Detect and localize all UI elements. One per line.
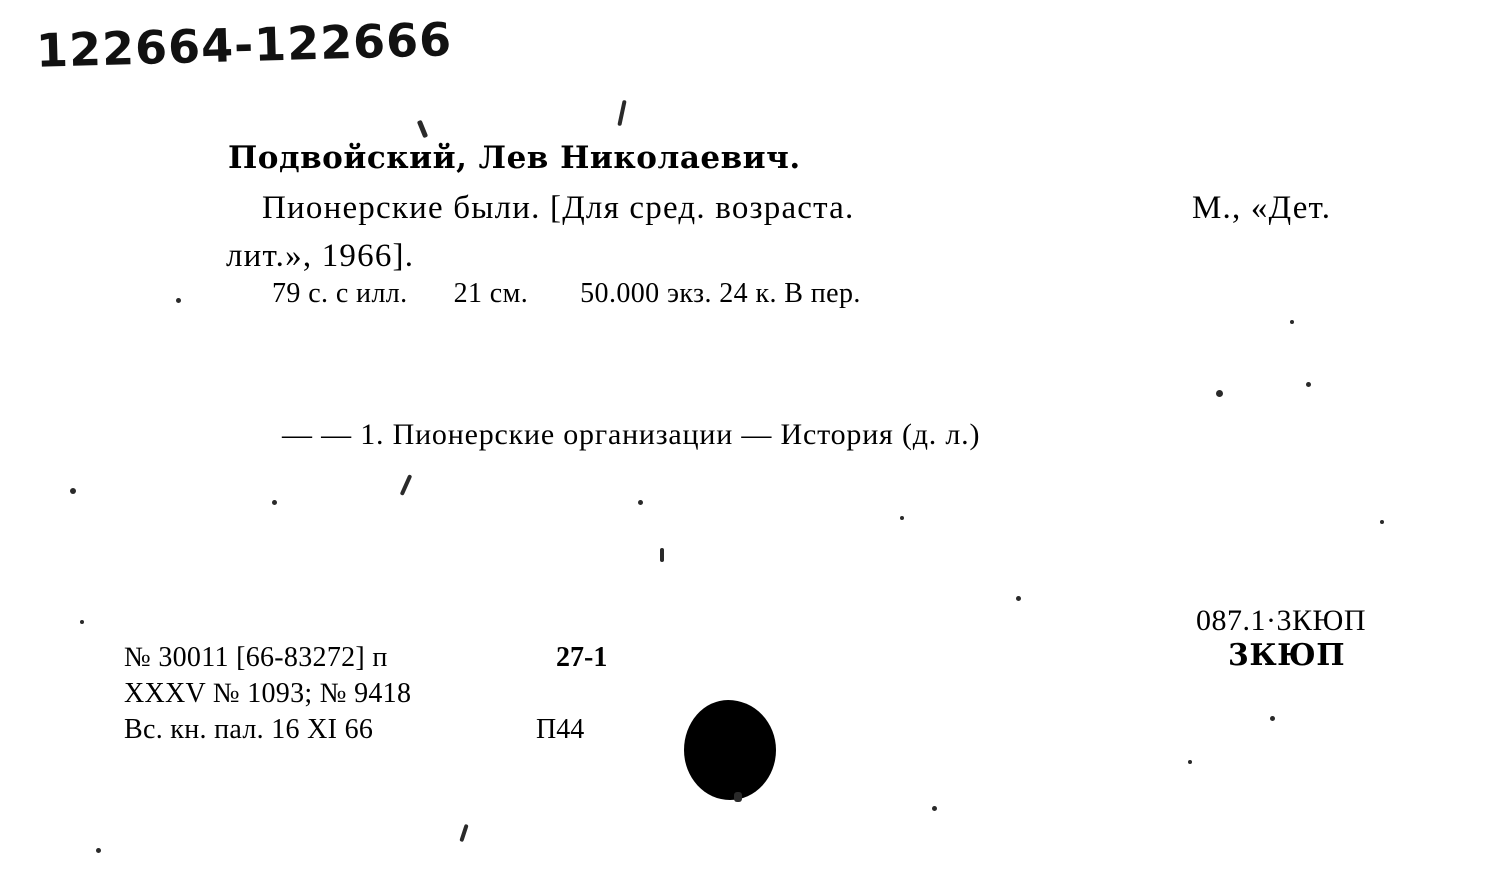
scan-speck [734, 792, 742, 802]
scan-speck [1188, 760, 1192, 764]
scan-speck [1290, 320, 1294, 324]
scan-speck [617, 100, 626, 126]
handwritten-call-number: 122664-122666 [35, 12, 453, 78]
accession-line-2: XXXV № 1093; № 9418 [124, 678, 412, 709]
scan-speck [459, 824, 468, 842]
scan-speck [70, 488, 76, 494]
title-statement-line-1: Пионерские были. [Для сред. возраста. [262, 190, 855, 226]
classification-number-top: 087.1·3КЮП [1196, 604, 1366, 637]
classification-number-bottom: 3КЮП [1228, 638, 1346, 673]
accession-line-1: № 30011 [66-83272] п [124, 642, 388, 673]
collation-print-run: 50.000 экз. 24 к. В пер. [580, 278, 861, 309]
scan-speck [400, 474, 413, 496]
imprint-place-publisher: М., «Дет. [1192, 190, 1332, 226]
scan-speck [272, 500, 277, 505]
ink-blot-icon [684, 700, 776, 800]
scan-speck [638, 500, 643, 505]
scan-speck [1270, 716, 1275, 721]
accession-line-3: Вс. кн. пал. 16 XI 66 [124, 714, 374, 745]
subject-tracing: — — 1. Пионерские организации — История (д. л.) [282, 418, 981, 451]
scan-speck [900, 516, 904, 520]
title-statement-line-2: лит.», 1966]. [226, 238, 415, 274]
collation-size: 21 см. [453, 278, 529, 309]
scan-speck [96, 848, 101, 853]
accession-line-3-code: П44 [536, 714, 585, 745]
collation-statement [272, 278, 861, 310]
scan-speck [1016, 596, 1021, 601]
scan-speck [660, 548, 664, 562]
scan-speck [417, 120, 428, 139]
scan-speck [932, 806, 937, 811]
collation-pages: 79 с. с илл. [272, 278, 408, 309]
author-heading: Подвойский, Лев Николаевич. [228, 140, 801, 176]
scan-speck [1216, 390, 1223, 397]
scan-speck [1380, 520, 1384, 524]
accession-line-1-code: 27-1 [556, 642, 608, 673]
scan-speck [80, 620, 84, 624]
scan-speck [176, 298, 181, 303]
scan-speck [1306, 382, 1311, 387]
